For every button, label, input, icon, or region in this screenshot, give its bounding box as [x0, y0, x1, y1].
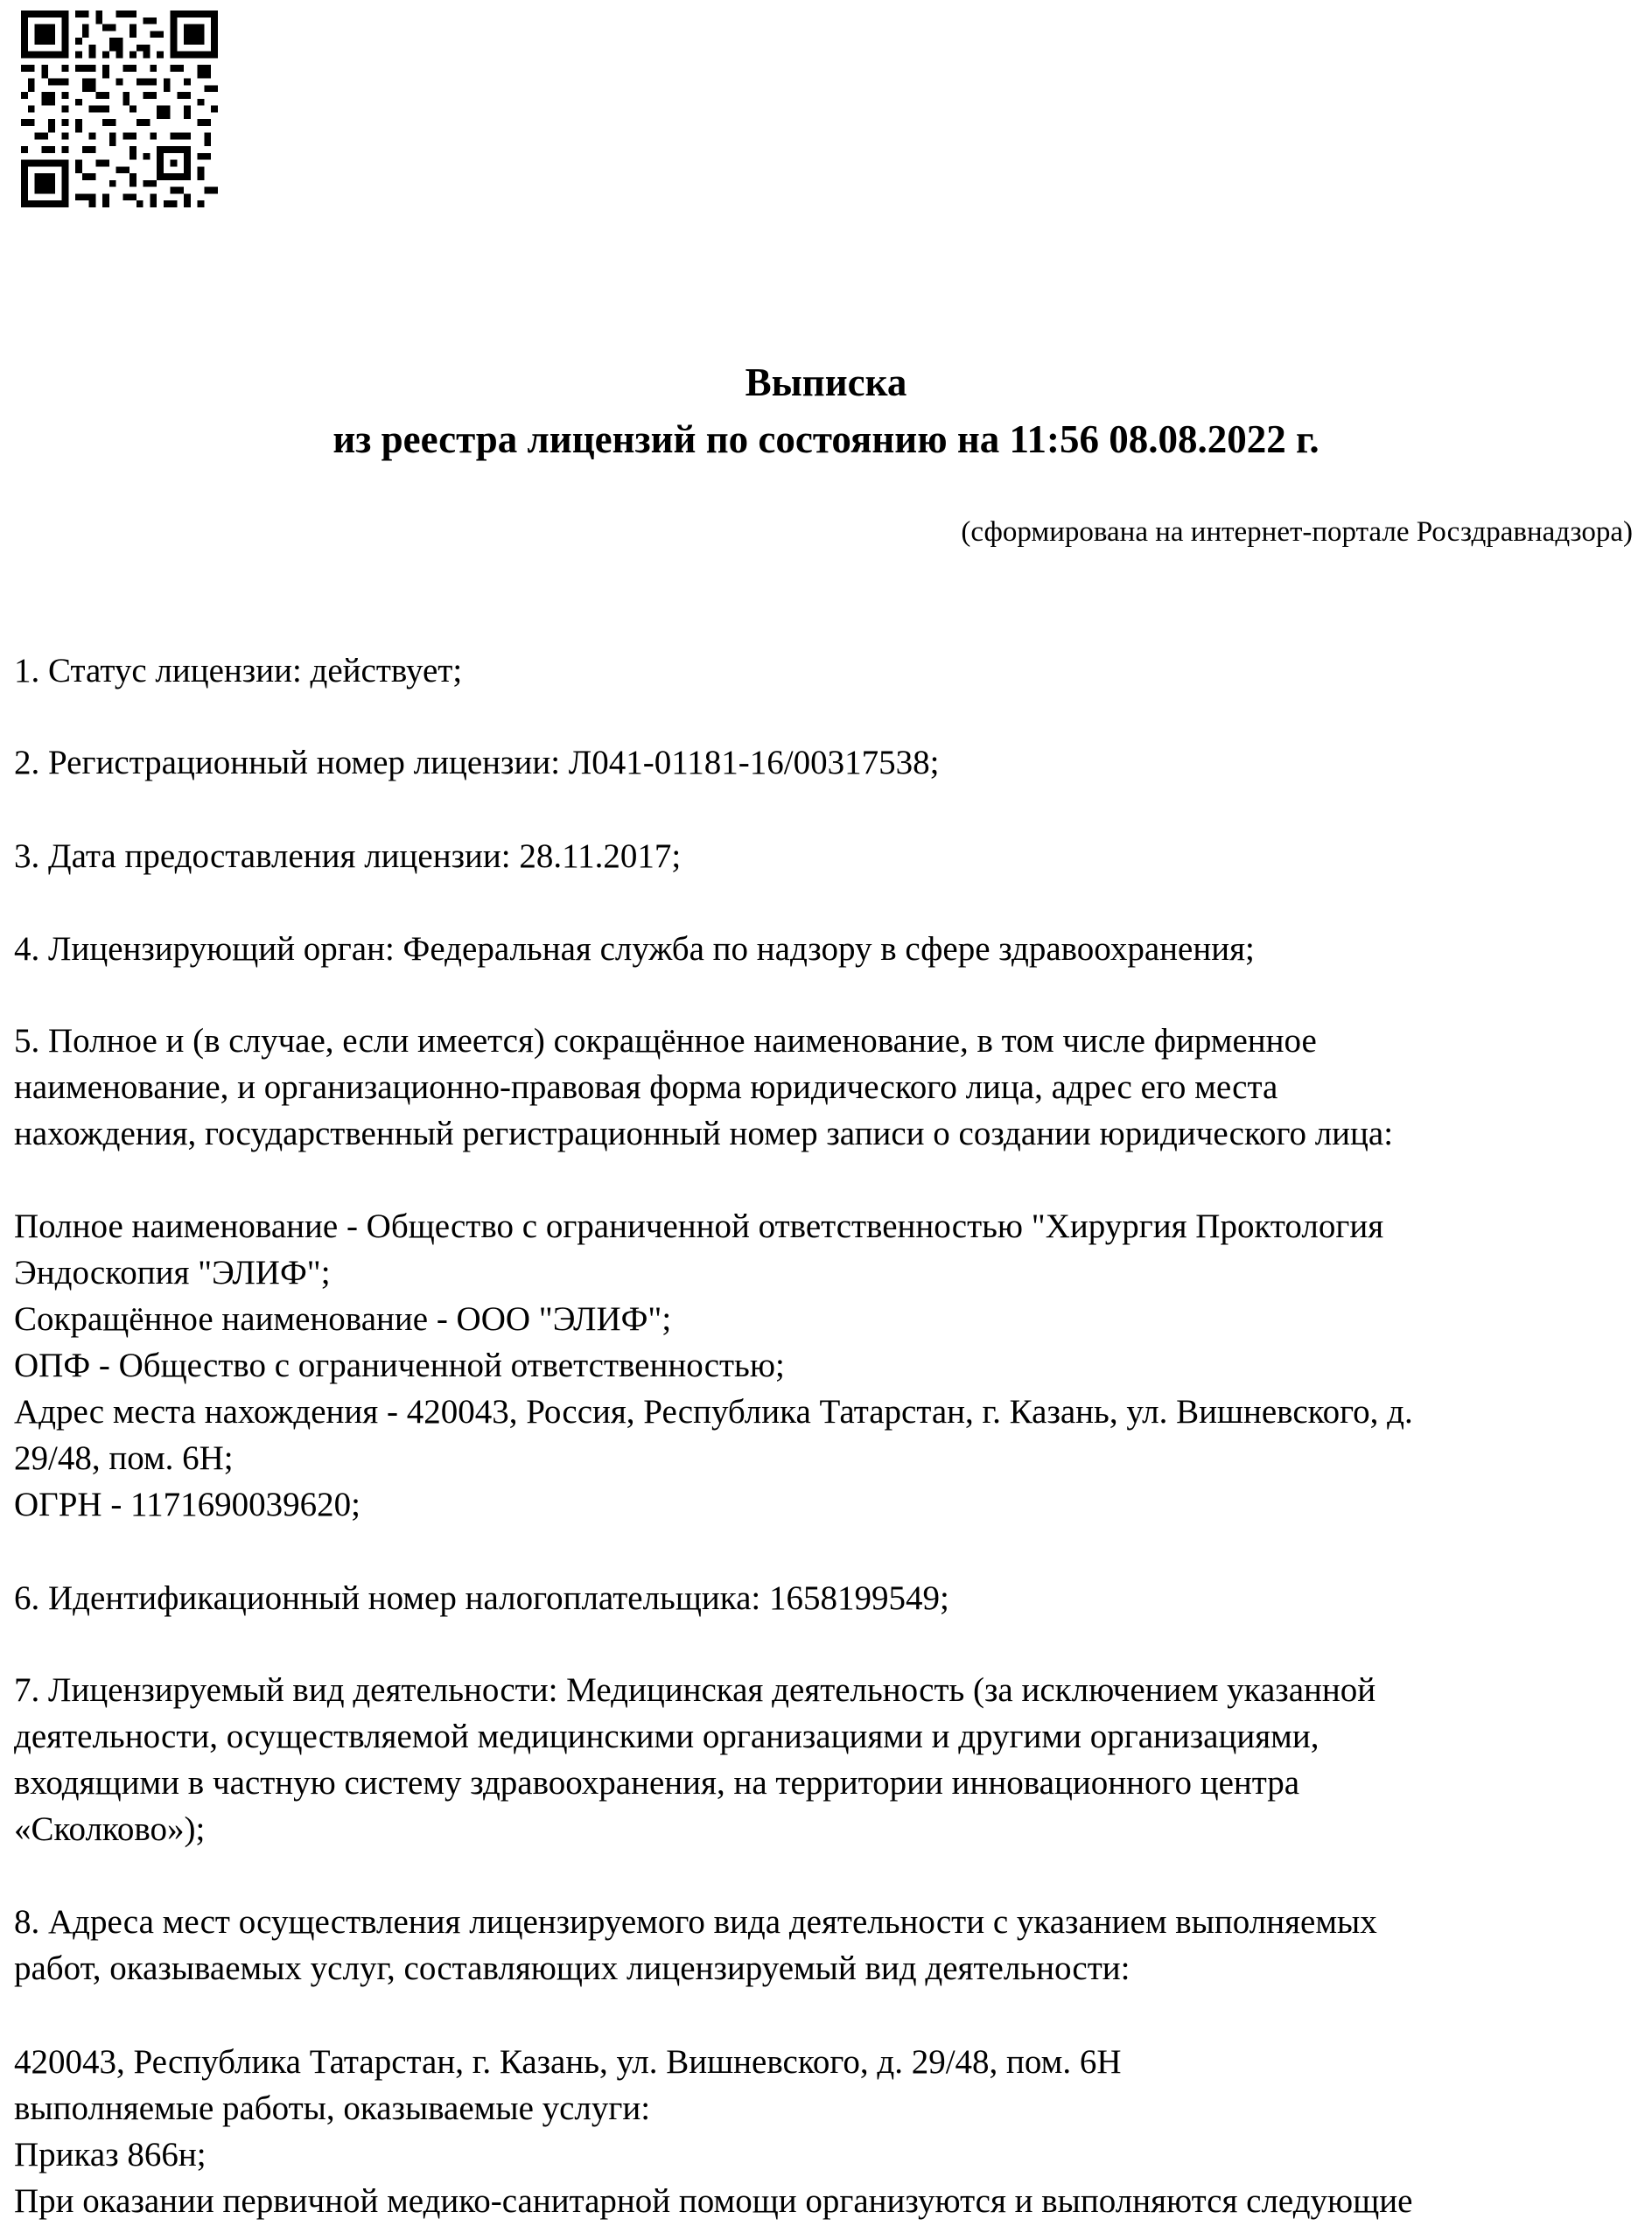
item-activity-addresses	[14, 1899, 1642, 1992]
item-license-status: 1. Статус лицензии: действует;	[14, 652, 463, 690]
org-address-cont: 29/48, пом. 6Н;	[14, 1439, 234, 1477]
item-licensing-authority: 4. Лицензирующий орган: Федеральная служба по надзору в сфере здравоохранения;	[14, 930, 1255, 968]
document-source-note: (сформирована на интернет-портале Росздравнадзора)	[961, 516, 1633, 548]
text-line: работ, оказываемых услуг, составляющих лицензируемый вид деятельности:	[14, 1950, 1130, 1987]
text-line: 8. Адреса мест осуществления лицензируемого вида деятельности с указанием выполняемых	[14, 1903, 1377, 1941]
order-reference: Приказ 866н;	[14, 2136, 206, 2174]
org-short-name: Сокращённое наименование - ООО "ЭЛИФ";	[14, 1300, 672, 1338]
text-line: наименование, и организационно-правовая форма юридического лица, адрес его места	[14, 1068, 1278, 1106]
text-line: деятельности, осуществляемой медицинскими организациями и другими организациями,	[14, 1718, 1320, 1755]
org-legal-form: ОПФ - Общество с ограниченной ответственностью;	[14, 1347, 785, 1384]
document-title: Выписка	[745, 360, 907, 404]
item-registration-number: 2. Регистрационный номер лицензии: Л041-01181-16/00317538;	[14, 744, 940, 781]
item-inn: 6. Идентификационный номер налогоплательщика: 1658199549;	[14, 1579, 949, 1617]
item-organization-description	[14, 1018, 1642, 1157]
text-line: «Сколково»);	[14, 1810, 206, 1848]
org-full-name: Полное наименование - Общество с ограниченной ответственностью "Хирургия Проктология	[14, 1208, 1384, 1245]
services-description: При оказании первичной медико-санитарной помощи организуются и выполняются следующие	[14, 2182, 1413, 2220]
org-full-name-cont: Эндоскопия "ЭЛИФ";	[14, 1254, 331, 1292]
org-address: Адрес места нахождения - 420043, Россия, Республика Татарстан, г. Казань, ул. Вишневского, д.	[14, 1393, 1413, 1431]
activity-address-block	[14, 2039, 1642, 2224]
text-line: входящими в частную систему здравоохранения, на территории инновационного центра	[14, 1764, 1300, 1802]
org-ogrn: ОГРН - 1171690039620;	[14, 1486, 360, 1523]
organization-details	[14, 1203, 1642, 1528]
text-line: 7. Лицензируемый вид деятельности: Медицинская деятельность (за исключением указанной	[14, 1671, 1376, 1709]
text-line: нахождения, государственный регистрационный номер записи о создании юридического лица:	[14, 1115, 1394, 1152]
item-issue-date: 3. Дата предоставления лицензии: 28.11.2017;	[14, 837, 682, 875]
text-line: 5. Полное и (в случае, если имеется) сокращённое наименование, в том числе фирменное	[14, 1022, 1317, 1060]
document-title-subline: из реестра лицензий по состоянию на 11:56 08.08.2022 г.	[332, 417, 1320, 461]
activity-address: 420043, Республика Татарстан, г. Казань, ул. Вишневского, д. 29/48, пом. 6Н	[14, 2043, 1122, 2081]
item-licensed-activity	[14, 1667, 1642, 1852]
qr-code-icon	[21, 10, 218, 207]
services-heading: выполняемые работы, оказываемые услуги:	[14, 2090, 651, 2127]
